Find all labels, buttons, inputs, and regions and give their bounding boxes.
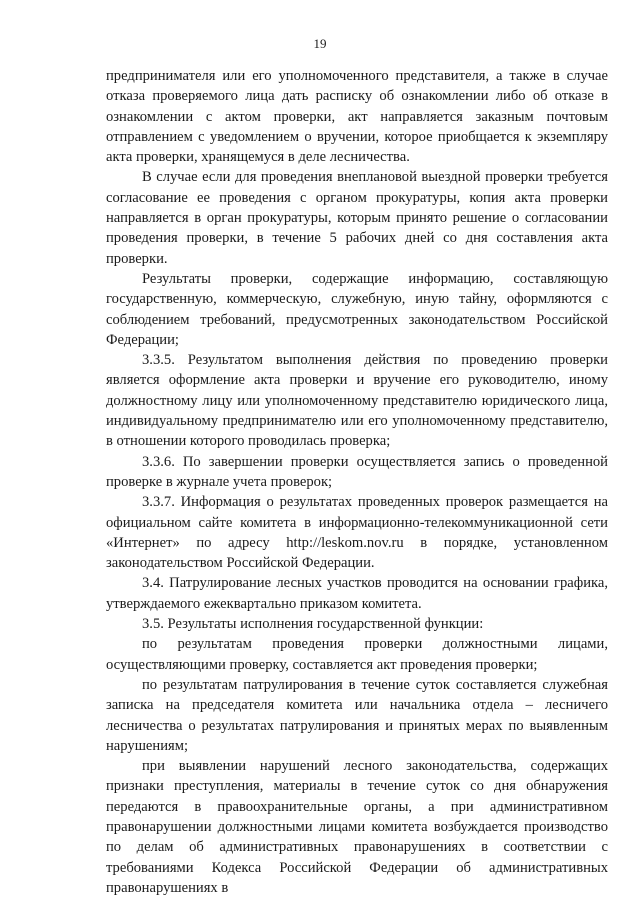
paragraph-violations: при выявлении нарушений лесного законодательства, содержащих признаки преступления, материалы в течение суток со дня обнаружения передаются в правоохранительные органы, а при административном правонарушении должностными лицами комитета возбуждается производство по делам об административных правонарушениях в соответствии с требованиями Кодекса Российской Федерации об административных правонарушениях в xyxy=(106,758,608,896)
paragraph-3-3-7: 3.3.7. Информация о результатах проведенных проверок размещается на официальном сайте комитета в информационно-телекоммуникационной сети «Интернет» по адресу http://leskom.nov.ru в порядке, установленном законодательством Российской Федерации. xyxy=(106,494,608,572)
document-body xyxy=(106,66,608,898)
paragraph-continuation: предпринимателя или его уполномоченного представителя, а также в случае отказа проверяемого лица дать расписку об ознакомлении либо об отказе в ознакомлении с актом проверки, акт направляется заказным почтовым отправлением с уведомлением о вручении, которое приобщается к экземпляру акта проверки, хранящемуся в деле лесничества. xyxy=(106,68,608,166)
paragraph-prosecutor-approval: В случае если для проведения внеплановой выездной проверки требуется согласование ее проведения с органом прокуратуры, копия акта проверки направляется в орган прокуратуры, которым принято решение о согласовании проведения проверки, в течение 5 рабочих дней со дня составления акта проверки. xyxy=(106,169,608,267)
paragraph-3-3-5: 3.3.5. Результатом выполнения действия по проведению проверки является оформление акта проверки и вручение его руководителю, иному должностному лицу или уполномоченному представителю юридического лица, индивидуальному предпринимателю или его уполномоченному представителю, в отношении которого проводилась проверка; xyxy=(106,352,608,450)
page-number: 19 xyxy=(313,36,327,51)
paragraph-3-5: 3.5. Результаты исполнения государственной функции: xyxy=(142,616,484,633)
paragraph-secret-results: Результаты проверки, содержащие информацию, составляющую государственную, коммерческую, служебную, иную тайну, оформляются с соблюдением требований, предусмотренных законодательством Российской Федерации; xyxy=(106,270,608,348)
paragraph-3-4: 3.4. Патрулирование лесных участков проводится на основании графика, утверждаемого ежеквартально приказом комитета. xyxy=(106,575,608,612)
paragraph-3-3-6: 3.3.6. По завершении проверки осуществляется запись о проведенной проверке в журнале учета проверок; xyxy=(106,453,608,490)
paragraph-patrol-results: по результатам патрулирования в течение суток составляется служебная записка на председателя комитета или начальника отдела – лесничего лесничества о результатах патрулирования и принятых мерах по выявленным нарушениям; xyxy=(106,676,608,754)
paragraph-inspection-results: по результатам проведения проверки должностными лицами, осуществляющими проверку, составляется акт проведения проверки; xyxy=(106,636,608,673)
